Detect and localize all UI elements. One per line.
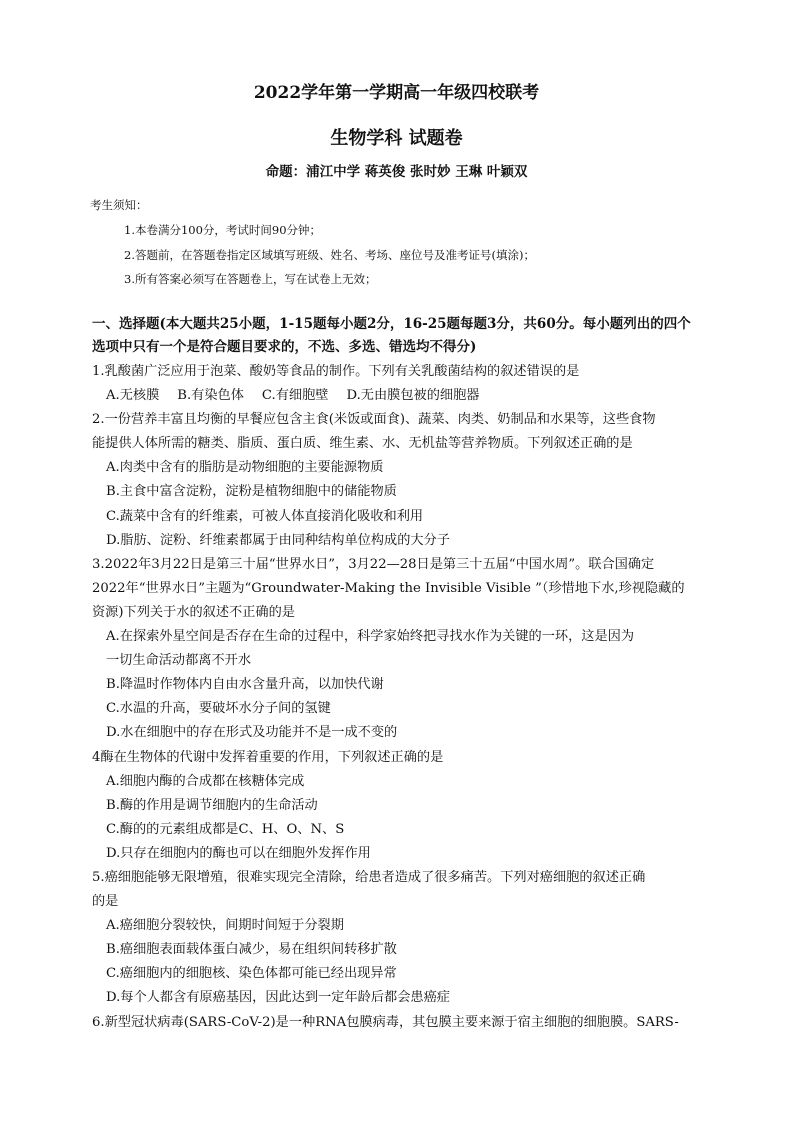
answer-option: D.每个人都含有原癌基因，因此达到一定年龄后都会患癌症	[106, 990, 450, 1006]
answer-option: D.无由膜包被的细胞器	[346, 388, 480, 404]
answer-option: 一切生命活动都离不开水	[106, 653, 252, 669]
section-heading-line: 选项中只有一个是符合题目要求的，不选、多选、错选均不得分)	[92, 339, 477, 355]
answer-option: C.酶的的元素组成都是C、H、O、N、S	[106, 821, 345, 837]
answer-option: C.蔬菜中含有的纤维素，可被人体直接消化吸收和利用	[106, 508, 424, 524]
options-row	[92, 384, 712, 408]
question-stem-line: 资源)下列关于水的叙述不正确的是	[92, 604, 295, 620]
answer-option: B.降温时作物体内自由水含量升高，以加快代谢	[106, 677, 384, 693]
section-heading-line: 一、选择题(本大题共25小题，1-15题每小题2分，16-25题每题3分，共60分。每小题列出的四个	[92, 316, 691, 332]
answer-option: D.只存在细胞内的酶也可以在细胞外发挥作用	[106, 845, 371, 861]
notice-item: 1.本卷满分100分，考试时间90分钟；	[124, 223, 322, 237]
question-2	[92, 408, 712, 553]
answer-option: A.细胞内酶的合成都在核糖体完成	[106, 773, 305, 789]
question-stem-line: 1.乳酸菌广泛应用于泡菜、酸奶等食品的制作。下列有关乳酸菌结构的叙述错误的是	[92, 364, 580, 379]
answer-option: A.癌细胞分裂较快，间期时间短于分裂期	[106, 918, 344, 934]
answer-option: D.水在细胞中的存在形式及功能并不是一成不变的	[106, 725, 398, 741]
question-stem-line: 5.癌细胞能够无限增殖，很难实现完全清除，给患者造成了很多痛苦。下列对癌细胞的叙述正确	[92, 869, 646, 885]
question-stem-line: 6.新型冠状病毒(SARS-CoV-2)是一种RNA包膜病毒，其包膜主要来源于宿主细胞的细胞膜。SARS-	[92, 1014, 679, 1030]
notice-heading: 考生须知：	[90, 198, 148, 212]
answer-option: B.有染色体	[177, 388, 244, 404]
question-6	[92, 1011, 712, 1035]
question-4	[92, 746, 712, 866]
question-3	[92, 553, 712, 746]
answer-option: B.癌细胞表面载体蛋白减少，易在组织间转移扩散	[106, 942, 397, 958]
answer-option: C.水温的升高，要破坏水分子间的氢键	[106, 701, 331, 717]
notice-item: 3.所有答案必须写在答题卷上，写在试卷上无效；	[124, 272, 377, 286]
section-heading	[92, 313, 708, 359]
question-stem-line: 2.一份营养丰富且均衡的早餐应包含主食(米饭或面食)、蔬菜、肉类、奶制品和水果等，这些食物	[92, 412, 656, 428]
exam-authors: 命题：浦江中学 蒋英俊 张时妙 王琳 叶颖双	[265, 164, 528, 180]
question-5	[92, 866, 712, 1011]
answer-option: C.有细胞壁	[261, 388, 329, 404]
answer-option: B.酶的作用是调节细胞内的生命活动	[106, 797, 318, 813]
answer-option: D.脂肪、淀粉、纤维素都属于由同种结构单位构成的大分子	[106, 532, 450, 548]
answer-option: A.在探索外星空间是否存在生命的过程中，科学家始终把寻找水作为关键的一环，这是因为	[106, 629, 635, 645]
question-stem-line: 2022年“世界水日”主题为“Groundwater-Making the Invisible Visible ”（珍惜地下水,珍视隐藏的	[92, 580, 685, 596]
question-stem-line: 4酶在生物体的代谢中发挥着重要的作用，下列叙述正确的是	[92, 749, 444, 765]
answer-option: A.无核膜	[106, 388, 160, 404]
answer-option: C.癌细胞内的细胞核、染色体都可能已经出现异常	[106, 966, 397, 982]
question-stem-line: 3.2022年3月22日是第三十届“世界水日”，3月22—28日是第三十五届“中国水周”。联合国确定	[92, 556, 655, 572]
notice-item: 2.答题前，在答题卷指定区域填写班级、姓名、考场、座位号及准考证号(填涂)；	[124, 248, 535, 262]
question-1	[92, 360, 712, 408]
exam-subject: 生物学科 试题卷	[330, 128, 463, 149]
answer-option: A.肉类中含有的脂肪是动物细胞的主要能源物质	[106, 460, 384, 476]
exam-title: 2022学年第一学期高一年级四校联考	[253, 83, 540, 103]
question-list	[92, 360, 712, 1035]
question-stem-line: 的是	[92, 894, 119, 910]
question-stem-line: 能提供人体所需的糖类、脂质、蛋白质、维生素、水、无机盐等营养物质。下列叙述正确的是	[92, 436, 633, 452]
answer-option: B.主食中富含淀粉，淀粉是植物细胞中的储能物质	[106, 484, 397, 500]
